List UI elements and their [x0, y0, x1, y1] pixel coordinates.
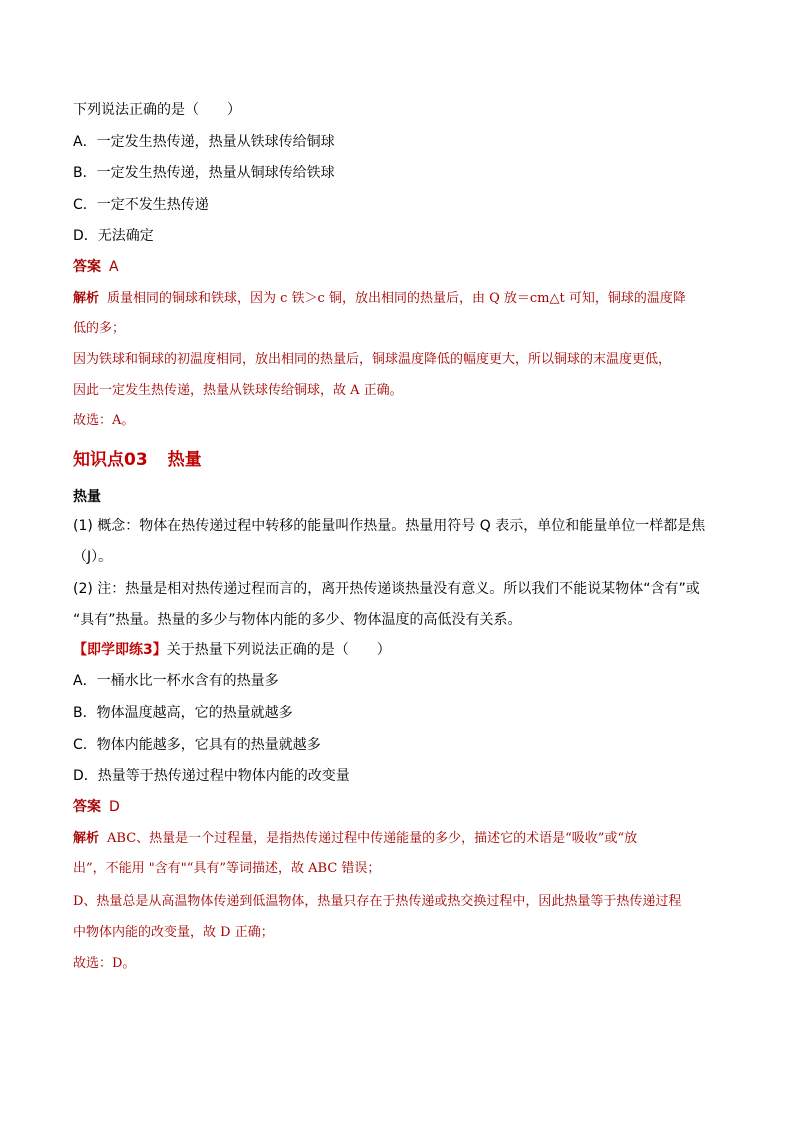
- option-b: B．物体温度越高，它的热量就越多: [73, 705, 293, 721]
- analysis-text: 故选：A。: [73, 413, 135, 428]
- answer-line: [73, 258, 733, 276]
- option-c: C．一定不发生热传递: [73, 197, 209, 213]
- section-heading: [73, 449, 202, 471]
- concept-subtitle: 热量: [73, 489, 101, 505]
- option-a: A．一桶水比一杯水含有的热量多: [73, 673, 279, 689]
- concept-text: (1) 概念：物体在热传递过程中转移的能量叫作热量。热量用符号 Q 表示，单位和能量单位一样都是焦: [73, 518, 706, 534]
- analysis-text: ABC、热量是一个过程量，是指热传递过程中传递能量的多少，描述它的术语是“吸收”或“放: [107, 831, 638, 846]
- question-text: 下列说法正确的是（ ）: [73, 102, 241, 118]
- answer-value: D: [109, 799, 120, 815]
- analysis-line: [73, 830, 733, 848]
- analysis-text: 因为铁球和铜球的初温度相同，放出相同的热量后，铜球温度降低的幅度更大，所以铜球的末温度更低，: [73, 352, 672, 367]
- analysis-label: 解析: [73, 291, 100, 306]
- option-d: D．无法确定: [73, 228, 154, 244]
- analysis-text: D、热量总是从高温物体传递到低温物体，热量只存在于热传递或热交换过程中，因此热量等于热传递过程: [73, 894, 682, 909]
- option-c: C．物体内能越多，它具有的热量就越多: [73, 737, 321, 753]
- question-text: 关于热量下列说法正确的是（ ）: [166, 642, 391, 658]
- section-title: 热量: [167, 450, 202, 470]
- exercise-tag: 【即学即练3】: [73, 642, 167, 658]
- option-b: B．一定发生热传递，热量从铜球传给铁球: [73, 165, 335, 181]
- analysis-label: 解析: [73, 831, 100, 846]
- analysis-text: 低的多；: [73, 321, 126, 336]
- answer-label: 答案: [73, 799, 101, 815]
- analysis-line: [73, 290, 733, 308]
- section-number: 知识点03: [73, 450, 148, 470]
- analysis-text: 中物体内能的改变量，故 D 正确；: [73, 925, 274, 940]
- option-d: D．热量等于热传递过程中物体内能的改变量: [73, 768, 350, 784]
- concept-text: (2) 注：热量是相对热传递过程而言的，离开热传递谈热量没有意义。所以我们不能说某物体“含有”或: [73, 581, 700, 597]
- answer-value: A: [109, 259, 119, 275]
- analysis-text: 出”，不能用 "含有"“具有”等词描述，故 ABC 错误；: [73, 861, 381, 876]
- analysis-text: 质量相同的铜球和铁球，因为 c 铁＞c 铜，放出相同的热量后，由 Q 放＝cm△t 可知，铜球的温度降: [107, 291, 686, 306]
- concept-text: “具有”热量。热量的多少与物体内能的多少、物体温度的高低没有关系。: [73, 612, 522, 628]
- analysis-text: 故选：D。: [73, 956, 136, 971]
- answer-label: 答案: [73, 259, 101, 275]
- option-a: A．一定发生热传递，热量从铁球传给铜球: [73, 134, 335, 150]
- analysis-text: 因此一定发生热传递，热量从铁球传给铜球，故 A 正确。: [73, 383, 403, 398]
- answer-line: [73, 798, 733, 816]
- exercise-question: [73, 641, 733, 659]
- concept-text: （J）。: [73, 549, 113, 565]
